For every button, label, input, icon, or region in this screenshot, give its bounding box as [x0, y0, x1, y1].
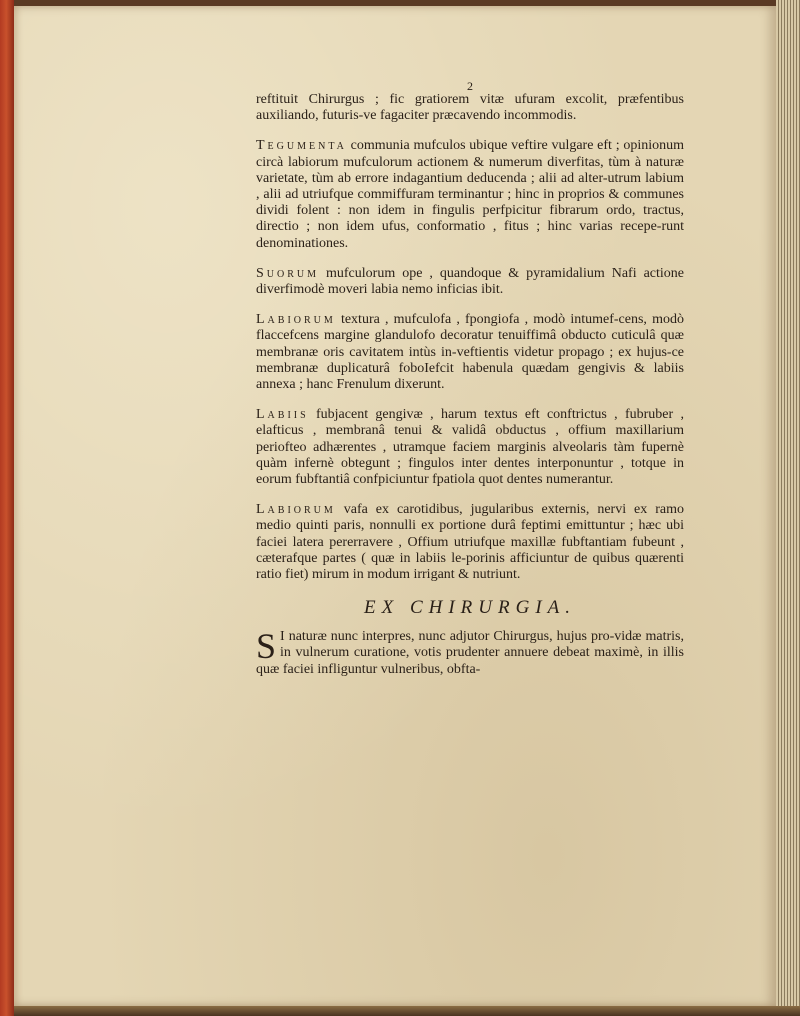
paragraph-body: vafa ex carotidibus, jugularibus externis, nervi ex ramo medio quinti paris, nonnulli ex portione durâ feptimi emittuntur ; hæc ubi faciei latera pererravere , Offium utriufque maxillæ fubftantiam fubeunt , cæterafque partes ( quæ in labiis le-porinis afficiuntur de quibus quærenti ratio fiet) mirum in modum irrigant & nutriunt. [256, 502, 684, 583]
paragraph-lead: Labiorum [256, 502, 336, 518]
bottom-edge [14, 1006, 800, 1016]
paragraph-labiorum-vasa [256, 502, 684, 583]
paragraph-lead: Tegumenta [256, 138, 347, 154]
paragraph-labiorum-textura [256, 312, 684, 393]
paragraph-chirurgia [256, 626, 684, 678]
paragraph-lead: I [280, 629, 285, 645]
paragraph-body: naturæ nunc interpres, nunc adjutor Chirurgus, hujus pro-vidæ matris, in vulnerum curatione, votis prudenter annuere debeat maximè, in illis quæ faciei infliguntur vulneribus, obfta- [256, 629, 684, 677]
drop-cap: S [256, 626, 277, 667]
page-edges [776, 0, 800, 1016]
section-heading: EX CHIRURGIA. [363, 597, 577, 619]
paragraph-body: mufculorum ope , quandoque & pyramidalium Nafi actione diverfimodè moveri labia nemo inficias ibit. [256, 265, 684, 298]
paragraph-body: fubjacent gengivæ , harum textus eft conftrictus , fubruber , elafticus , membranâ tenui & validâ obductus , offium maxillarium periofteo adhærentes , utramque faciem marginis alveolaris tàm fupernè quàm infernè obtegunt ; fingulos inter dentes interponuntur , totque in eorum fubftantiâ confpiciuntur fpatiola quot dentes numerantur. [256, 407, 684, 488]
paragraph-tegumenta [256, 138, 684, 251]
paragraph-lead: Suorum [256, 265, 320, 281]
page-number: 2 [467, 79, 473, 93]
paragraph-suorum [256, 266, 684, 298]
text-block [256, 80, 684, 678]
paragraph-lead: Labiis [256, 407, 309, 423]
paragraph-lead: Labiorum [256, 312, 336, 328]
book-spine [0, 0, 14, 1016]
paragraph-labiis [256, 407, 684, 488]
paragraph-body: textura , mufculofa , fpongiofa , modò intumef-cens, modò flaccefcens margine glandulofo decoratur tenuiffimâ obducto cuticulâ quæ membranæ oris cavitatem intùs in-veftientis videtur propago ; ex hujus-ce membranæ duplicaturâ foboIefcit habenula quædam gengivis & labiis annexa ; hanc Frenulum dixerunt. [256, 312, 684, 393]
continuation-paragraph: reftituit Chirurgus ; fic gratiorem vitæ ufuram excolit, præfentibus auxiliando, futuris-ve fagaciter præcavendo incommodis. [256, 92, 684, 124]
paragraph-body: communia mufculos ubique veftire vulgare eft ; opinionum circà labiorum mufculorum actionem & numerum diverfitas, tùm à naturæ varietate, tùm ab errore indagantium deducenda ; alii ad alter-utrum labium , alii ad utriufque commiffuram terminantur ; hinc in proprios & communes dividi folent : non idem in fingulis perfpicitur fibrarum ordo, tractus, directio ; non idem ufus, conformatio , fitus ; hinc varias recepe-runt denominationes. [256, 138, 684, 251]
